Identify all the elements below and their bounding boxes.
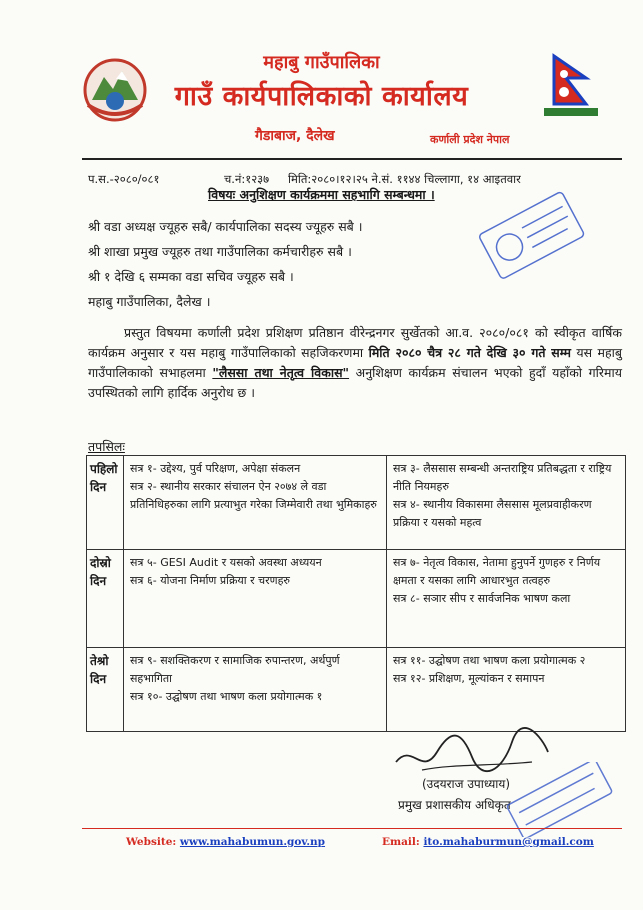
letter-number: प.स.-२०८०/०८१ <box>88 172 160 186</box>
office-stamp-icon <box>478 190 588 285</box>
details-label: तपसिलः <box>88 439 125 454</box>
recipient-line: श्री वडा अध्यक्ष ज्यूहरु सबै/ कार्यपालिका सदस्य ज्यूहरु सबै । <box>88 219 363 234</box>
website-link[interactable]: www.mahabumun.gov.np <box>179 836 326 848</box>
table-row <box>87 648 626 732</box>
recipient-line: श्री १ देखि ६ सम्मका वडा सचिव ज्यूहरु सबै । <box>88 269 294 284</box>
day-cell: तेश्रो दिन <box>87 648 124 732</box>
body-text: प्रस्तुत विषयमा कर्णाली प्रदेश प्रशिक्षण प्रतिष्ठान वीरेन्द्रनगर सुर्खेतको आ.व. २०८०/०८१ को स्वीकृत वार्षिक कार्यक्रम अनुसार र यस महाबु गाउँपालिकाको सहजिकरणमा <box>88 325 622 360</box>
recipient-line: महाबु गाउँपालिका, दैलेख । <box>88 294 211 309</box>
letter-date: मिति:२०८०।१२।२५ ने.सं. ११४४ चिल्लागा, १४ आइतवार <box>288 172 521 186</box>
office-name: गाउँ कार्यपालिकाको कार्यालय <box>174 81 469 112</box>
signatory-title: प्रमुख प्रशासकीय अधिकृत <box>398 798 511 812</box>
dispatch-number: च.नं:१२३७ <box>224 172 270 186</box>
session-cell: सत्र ११- उद्घोषण तथा भाषण कला प्रयोगात्मक २ सत्र १२- प्रशिक्षण, मूल्यांकन र समापन <box>387 648 626 732</box>
day-cell: दोस्रो दिन <box>87 550 124 648</box>
session-cell: सत्र ३- लैससास सम्बन्धी अन्तराष्ट्रिय प्रतिबद्धता र राष्ट्रिय नीति नियमहरु सत्र ४- स्थानीय विकासमा लैससास मूलप्रवाहीकरण प्रक्रिया र यसको महत्व <box>387 456 626 550</box>
program-dates: मिति २०८० चैत्र २८ गते देखि ३० गते सम्म <box>368 345 571 360</box>
province-name: कर्णाली प्रदेश नेपाल <box>430 133 510 146</box>
table-row <box>87 550 626 648</box>
schedule-table <box>86 455 626 732</box>
footer-email: Email: ito.mahaburmun@gmail.com <box>382 836 594 848</box>
email-link[interactable]: ito.mahaburmun@gmail.com <box>423 836 594 848</box>
program-title: "लैससा तथा नेतृत्व विकास" <box>212 365 350 380</box>
session-cell: सत्र ७- नेतृत्व विकास, नेतामा हुनुपर्ने गुणहरु र निर्णय क्षमता र यसका लागि आधारभुत तत्वहरु सत्र ८- सञार सीप र सार्वजनिक भाषण कला <box>387 550 626 648</box>
signatory-name: (उदयराज उपाध्याय) <box>422 777 511 791</box>
body-text: अनुशिक्षण कार्यक्रम संचालन भएको हुदाँ यहाँको गरिमाय उपस्थितको लागि हार्दिक अनुरोध छ । <box>88 365 622 400</box>
org-name: महाबु गाउँपालिका <box>263 52 380 73</box>
header-divider <box>82 158 622 160</box>
office-location: गैडाबाज, दैलेख <box>255 128 335 144</box>
footer-website: Website: www.mahabumun.gov.np <box>126 836 326 848</box>
recipient-line: श्री शाखा प्रमुख ज्यूहरु तथा गाउँपालिका कर्मचारीहरु सबै । <box>88 244 352 259</box>
letter-body <box>88 323 622 403</box>
officer-stamp-icon <box>500 762 620 837</box>
session-cell: सत्र १- उद्देश्य, पुर्व परिक्षण, अपेक्षा संकलन सत्र २- स्थानीय सरकार संचालन ऐन २०७४ ले वडा प्रतिनिधिहरुका लागि प्रत्याभुत गरेका जिम्मेवारी तथा भुमिकाहरु <box>124 456 387 550</box>
day-cell: पहिलो दिन <box>87 456 124 550</box>
table-row <box>87 456 626 550</box>
session-cell: सत्र ५- GESI Audit र यसको अवस्था अध्ययन सत्र ६- योजना निर्माण प्रक्रिया र चरणहरु <box>124 550 387 648</box>
footer-divider <box>82 828 622 829</box>
body-text: यस महाबु गाउँपालिकाको सभाहलमा <box>88 345 622 380</box>
letter-subject: विषयः अनुशिक्षण कार्यक्रममा सहभागि सम्बन्धमा । <box>208 187 435 202</box>
session-cell: सत्र ९- सशक्तिकरण र सामाजिक रुपान्तरण, अर्थपुर्ण सहभागिता सत्र १०- उद्घोषण तथा भाषण कला प्रयोगात्मक १ <box>124 648 387 732</box>
